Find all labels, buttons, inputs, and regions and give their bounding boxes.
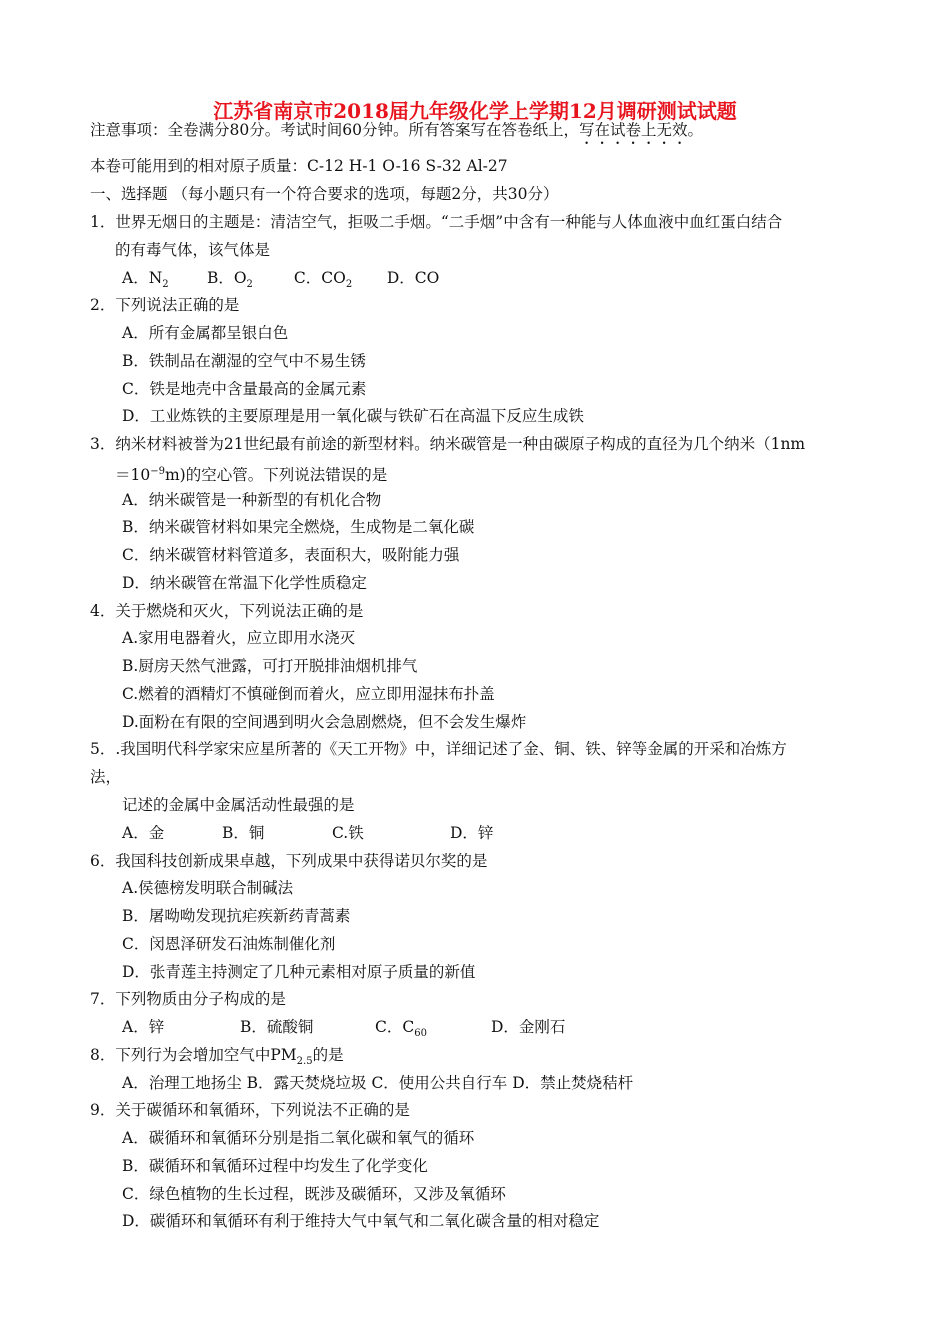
- q7-option-d: D．金刚石: [491, 1018, 566, 1036]
- q8-options: A．治理工地扬尘 B．露天焚烧垃圾 C．使用公共自行车 D．禁止焚烧秸杆: [122, 1074, 634, 1092]
- q9-option-c: C．绿色植物的生长过程，既涉及碳循环，又涉及氧循环: [122, 1185, 506, 1203]
- q1-option-c: C．$CO_2$: [293, 269, 353, 291]
- q5-stem-2: 法，: [90, 768, 122, 786]
- q6-stem: 6．我国科技创新成果卓越，下列成果中获得诺贝尔奖的是: [90, 852, 488, 870]
- q4-option-d: D.面粉在有限的空间遇到明火会急剧燃烧，但不会发生爆炸: [122, 713, 527, 731]
- q5-options: [122, 823, 493, 843]
- q9-option-d: D．碳循环和氧循环有利于维持大气中氧气和二氧化碳含量的相对稳定: [122, 1212, 600, 1230]
- q7-option-c: C．$C_{60}$: [375, 1018, 427, 1040]
- q6-option-a: A.侯德榜发明联合制碱法: [122, 879, 294, 897]
- q4-stem: 4．关于燃烧和灭火，下列说法正确的是: [90, 602, 364, 620]
- q7-option-b: B．硫酸铜: [240, 1018, 314, 1036]
- atomic-mass-line: 本卷可能用到的相对原子质量：C-12 H-1 O-16 S-32 Al-27: [90, 157, 508, 175]
- q3-option-a: A．纳米碳管是一种新型的有机化合物: [122, 491, 382, 509]
- q6-option-c: C．闵恩泽研发石油炼制催化剂: [122, 935, 336, 953]
- q5-stem-3: 记述的金属中金属活动性最强的是: [122, 796, 355, 814]
- notice-emphasis: 写在试卷上无效: [578, 121, 688, 139]
- q3-stem-1: 3．纳米材料被誉为21世纪最有前途的新型材料。纳米碳管是一种由碳原子构成的直径为几个纳米（1nm: [90, 435, 806, 453]
- q1-option-a: A．$N_2$: [122, 269, 169, 291]
- q1-stem-2: 的有毒气体，该气体是: [115, 241, 271, 259]
- q9-stem: 9．关于碳循环和氧循环，下列说法不正确的是: [90, 1101, 410, 1119]
- section-heading: 一、选择题 （每小题只有一个符合要求的选项，每题2分，共30分）: [90, 185, 559, 203]
- q2-option-b: B．铁制品在潮湿的空气中不易生锈: [122, 352, 366, 370]
- q5-option-d: D．锌: [450, 824, 494, 842]
- q5-option-b: B．铜: [222, 824, 265, 842]
- q7-stem: 7．下列物质由分子构成的是: [90, 990, 286, 1008]
- notice-end: 。: [687, 121, 703, 139]
- q2-stem: 2．下列说法正确的是: [90, 296, 240, 314]
- q9-option-a: A．碳循环和氧循环分别是指二氧化碳和氧气的循环: [122, 1129, 475, 1147]
- q6-option-b: B．屠呦呦发现抗疟疾新药青蒿素: [122, 907, 351, 925]
- q2-option-a: A．所有金属都呈银白色: [122, 324, 289, 342]
- q1-option-b: B．$O_2$: [206, 269, 253, 291]
- q2-option-d: D．工业炼铁的主要原理是用一氧化碳与铁矿石在高温下反应生成铁: [122, 407, 584, 425]
- q5-stem-1: 5．.我国明代科学家宋应星所著的《天工开物》中，详细记述了金、铜、铁、锌等金属的开采和冶炼方: [90, 740, 787, 758]
- q5-option-c: C.铁: [332, 824, 364, 842]
- q3-option-c: C．纳米碳管材料管道多，表面积大，吸附能力强: [122, 546, 460, 564]
- q3-option-b: B．纳米碳管材料如果完全燃烧，生成物是二氧化碳: [122, 518, 475, 536]
- q9-option-b: B．碳循环和氧循环过程中均发生了化学变化: [122, 1157, 428, 1175]
- q6-option-d: D．张青莲主持测定了几种元素相对原子质量的新值: [122, 963, 476, 981]
- q4-option-b: B.厨房天然气泄露，可打开脱排油烟机排气: [122, 657, 418, 675]
- q2-option-c: C．铁是地壳中含量最高的金属元素: [122, 380, 367, 398]
- q1-option-d: D．CO: [386, 269, 440, 287]
- q7-option-a: A．锌: [122, 1018, 165, 1036]
- notice-line: [90, 120, 703, 148]
- page-title: 江苏省南京市2018届九年级化学上学期12月调研测试试题: [213, 99, 737, 123]
- notice-text: 注意事项：全卷满分80分。考试时间60分钟。所有答案写在答卷纸上，: [90, 121, 579, 139]
- q8-stem: 8．下列行为会增加空气中$PM_{2.5}$的是: [90, 1046, 344, 1068]
- q3-stem-2: $=10^{-9}m$)的空心管。下列说法错误的是: [115, 466, 388, 485]
- q4-option-a: A.家用电器着火，应立即用水浇灭: [122, 629, 356, 647]
- q4-option-c: C.燃着的酒精灯不慎碰倒而着火，应立即用湿抹布扑盖: [122, 685, 495, 703]
- q3-option-d: D．纳米碳管在常温下化学性质稳定: [122, 574, 367, 592]
- q5-option-a: A．金: [122, 824, 165, 842]
- q1-options: [122, 268, 439, 295]
- q1-stem-1: 1．世界无烟日的主题是：清洁空气，拒吸二手烟。“二手烟”中含有一种能与人体血液中血红蛋白结合: [90, 213, 783, 231]
- q7-options: [122, 1017, 565, 1044]
